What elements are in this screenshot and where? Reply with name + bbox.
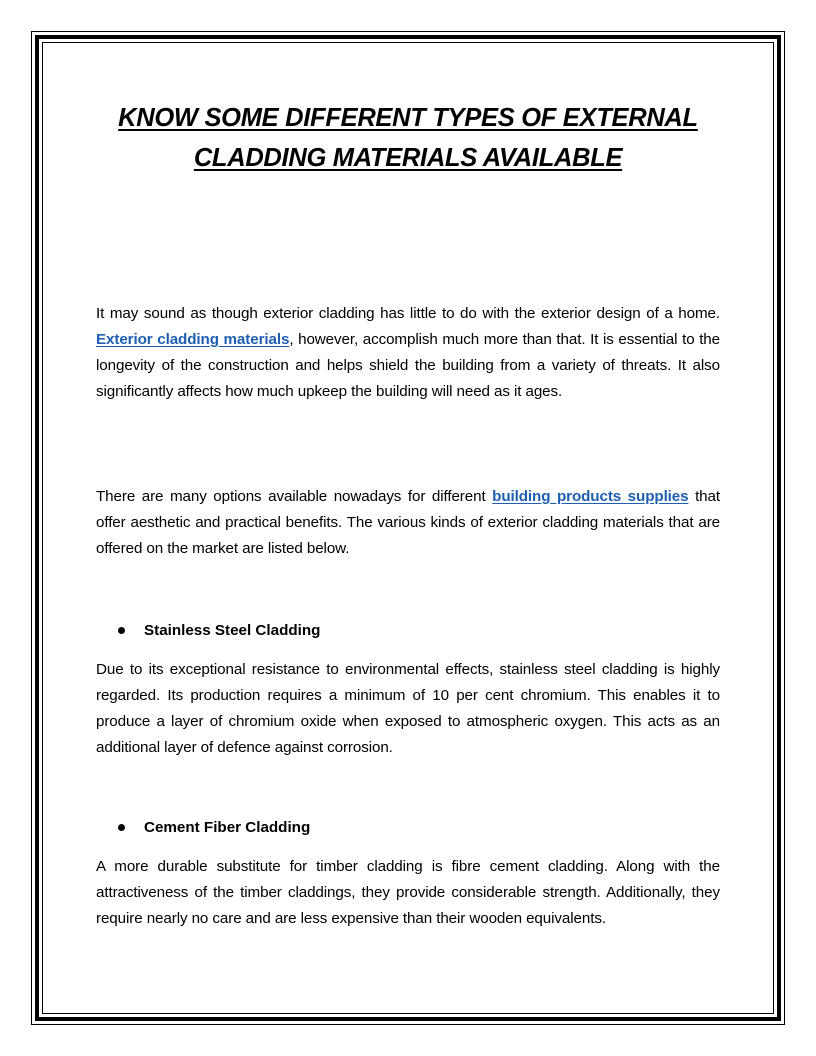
building-products-supplies-link[interactable]: building products supplies <box>492 488 689 505</box>
options-paragraph <box>96 484 720 562</box>
bullet-item-cement-fiber <box>118 814 310 840</box>
cement-fiber-paragraph: A more durable substitute for timber cladding is fibre cement cladding. Along with the attractiveness of the timber claddings, they provide considerable strength. Additionally, they require nearly no care and are less expensive than their wooden equivalents. <box>96 858 720 927</box>
intro-text-start: It may sound as though exterior cladding has little to do with the exterior design of a home. <box>96 305 720 322</box>
page-title: KNOW SOME DIFFERENT TYPES OF EXTERNAL CLADDING MATERIALS AVAILABLE <box>118 104 698 172</box>
section-heading: Stainless Steel Cladding <box>144 621 321 639</box>
intro-text-end: , however, accomplish much more than that. It is essential to the longevity of the construction and helps shield the building from a variety of threats. It also significantly affects how much upkeep the building will need as it ages. <box>96 331 721 400</box>
intro-paragraph <box>96 301 720 405</box>
exterior-cladding-materials-link[interactable]: Exterior cladding materials <box>96 331 290 348</box>
stainless-steel-paragraph: Due to its exceptional resistance to environmental effects, stainless steel cladding is highly regarded. Its production requires a minimum of 10 per cent chromium. This enables it to produce a layer of chromium oxide when exposed to atmospheric oxygen. This acts as an additional layer of defence against corrosion. <box>96 661 720 756</box>
options-text-start: There are many options available nowadays for different <box>96 488 493 505</box>
bullet-icon <box>118 627 125 634</box>
section-heading: Cement Fiber Cladding <box>144 818 311 836</box>
options-text-end: that offer aesthetic and practical benefits. The various kinds of exterior cladding materials that are offered on the market are listed below. <box>96 488 720 557</box>
bullet-icon <box>118 824 125 831</box>
bullet-item-stainless-steel <box>118 617 320 643</box>
